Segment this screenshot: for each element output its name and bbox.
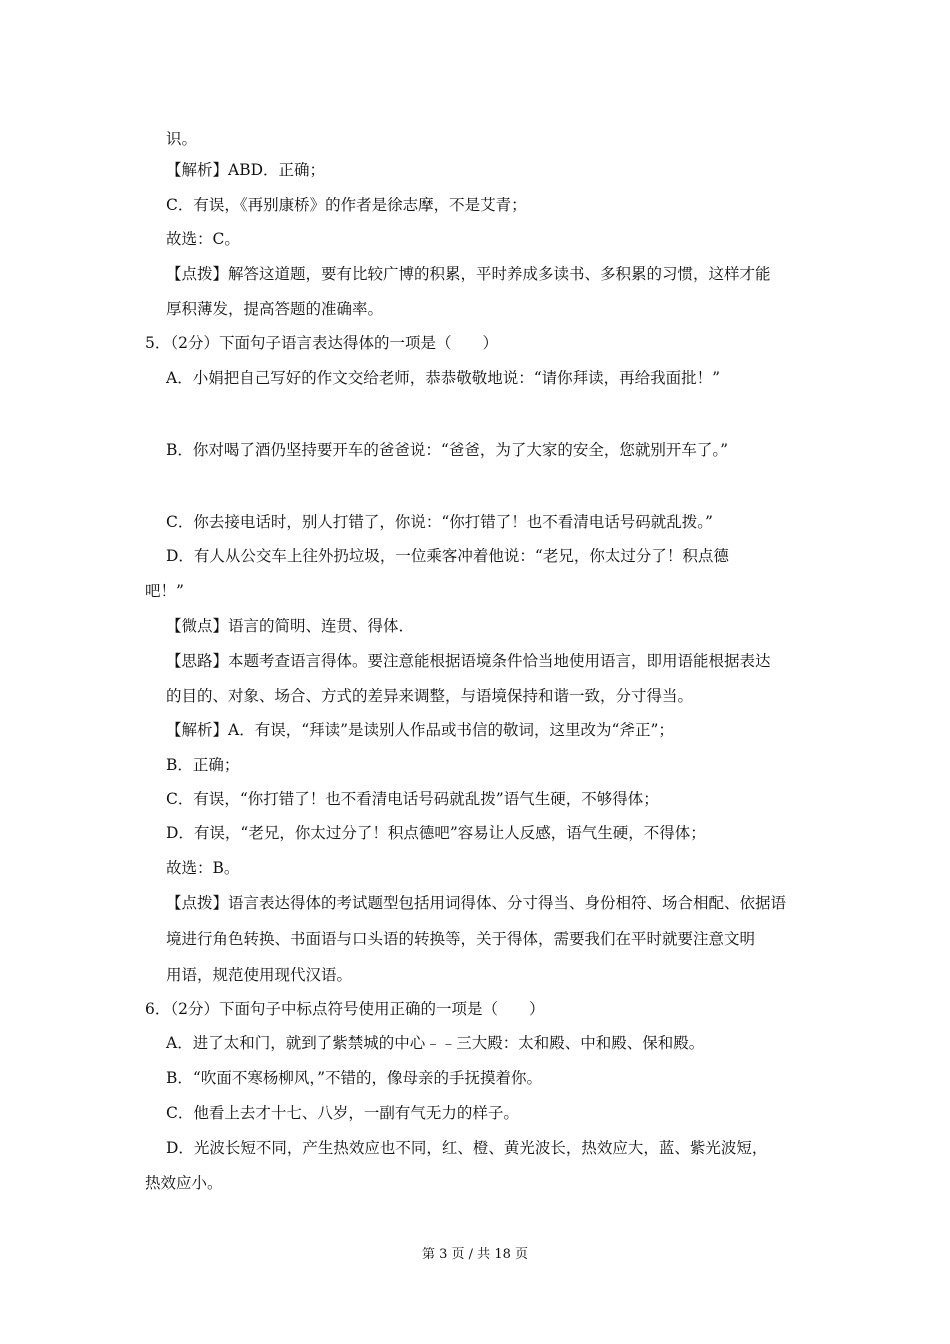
option-c: C．你去接电话时，别人打错了，你说：“你打错了！也不看清电话号码就乱拨。” bbox=[166, 513, 713, 531]
option-b: B．“吹面不寒杨柳风，”不错的，像母亲的手抚摸着你。 bbox=[166, 1069, 542, 1087]
text-line: 境进行角色转换、书面语与口头语的转换等，关于得体，需要我们在平时就要注意文明 bbox=[166, 930, 756, 948]
text-line: 的目的、对象、场合、方式的差异来调整，与语境保持和谐一致，分寸得当。 bbox=[166, 687, 694, 705]
text-line: C．有误，《再别康桥》的作者是徐志摩，不是艾青； bbox=[166, 196, 527, 214]
tip-line: 【点拨】语言表达得体的考试题型包括用词得体、分寸得当、身份相符、场合相配、依据语 bbox=[166, 894, 787, 912]
option-d-cont: 吧！” bbox=[145, 582, 184, 600]
option-d: D．光波长短不同，产生热效应也不同，红、橙、黄光波长，热效应大，蓝、紫光波短， bbox=[166, 1139, 768, 1157]
option-c: C．他看上去才十七、八岁，一副有气无力的样子。 bbox=[166, 1104, 519, 1122]
text-line: 识。 bbox=[166, 130, 198, 148]
option-d-cont: 热效应小。 bbox=[145, 1174, 223, 1192]
text-line: D．有误，“老兄，你太过分了！积点德吧”容易让人反感，语气生硬，不得体； bbox=[166, 824, 706, 842]
tip-line: 【点拨】解答这道题，要有比较广博的积累，平时养成多读书、多积累的习惯，这样才能 bbox=[166, 265, 771, 283]
micro-point-line: 【微点】语言的简明、连贯、得体． bbox=[166, 617, 415, 635]
text-line: 用语，规范使用现代汉语。 bbox=[166, 966, 353, 984]
text-line: C．有误，“你打错了！也不看清电话号码就乱拨”语气生硬，不够得体； bbox=[166, 790, 659, 808]
text-line: B．正确； bbox=[166, 756, 240, 774]
answer-line: 故选：B。 bbox=[166, 859, 240, 877]
option-b: B．你对喝了酒仍坚持要开车的爸爸说：“爸爸，为了大家的安全，您就别开车了。” bbox=[166, 441, 728, 459]
idea-line: 【思路】本题考查语言得体。要注意能根据语境条件恰当地使用语言，即用语能根据表达 bbox=[166, 652, 771, 670]
answer-line: 故选：C。 bbox=[166, 230, 240, 248]
option-d: D．有人从公交车上往外扔垃圾，一位乘客冲着他说：“老兄，你太过分了！积点德 bbox=[166, 547, 729, 565]
analysis-line: 【解析】A．有误，“拜读”是读别人作品或书信的敬词，这里改为“斧正”； bbox=[166, 721, 674, 739]
text-line: 厚积薄发，提高答题的准确率。 bbox=[166, 300, 384, 318]
question-6-title: 6．（2分）下面句子中标点符号使用正确的一项是（ ） bbox=[145, 1000, 545, 1018]
analysis-line: 【解析】ABD．正确； bbox=[166, 161, 326, 179]
page-number-footer: 第 3 页 / 共 18 页 bbox=[422, 1247, 528, 1262]
option-a: A．进了太和门，就到了紫禁城的中心﹣﹣三大殿：太和殿、中和殿、保和殿。 bbox=[166, 1034, 705, 1052]
option-a: A．小娟把自己写好的作文交给老师，恭恭敬敬地说：“请你拜读，再给我面批！” bbox=[166, 369, 721, 387]
question-5-title: 5．（2分）下面句子语言表达得体的一项是（ ） bbox=[145, 334, 498, 352]
